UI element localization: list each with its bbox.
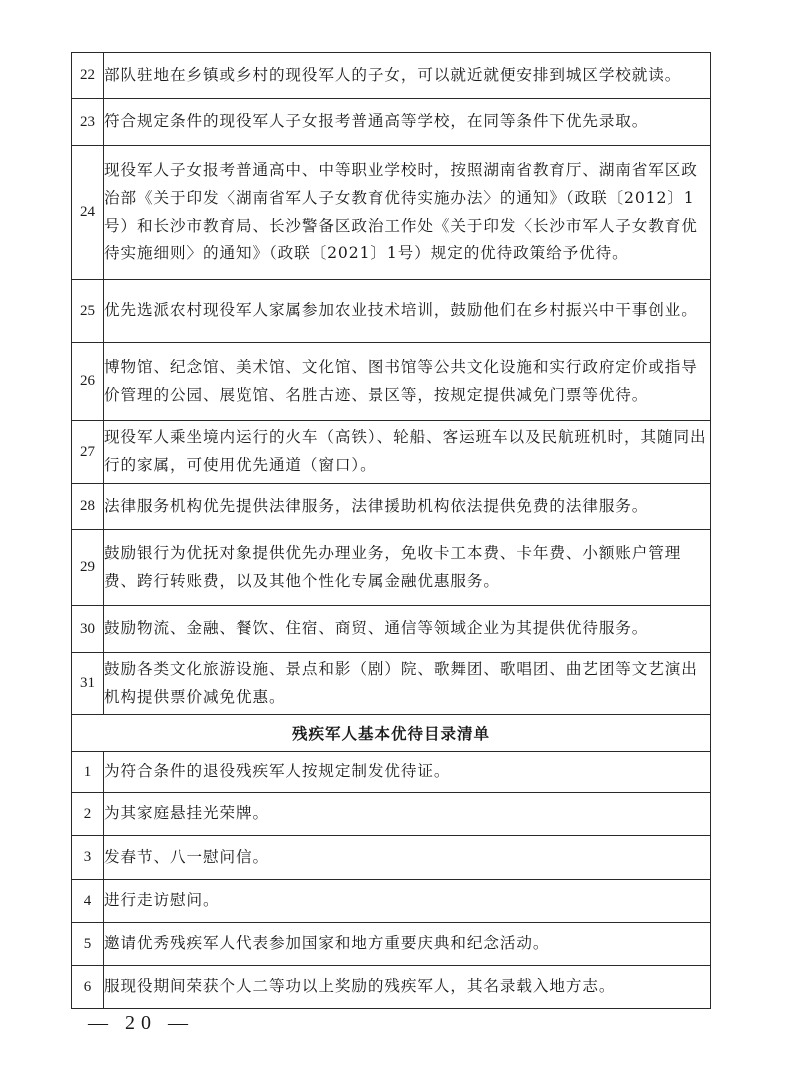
row-text: 服现役期间荣获个人二等功以上奖励的残疾军人，其名录载入地方志。 [104, 966, 711, 1009]
table-row [72, 653, 711, 715]
row-text: 法律服务机构优先提供法律服务，法律援助机构依法提供免费的法律服务。 [104, 484, 711, 530]
row-text: 现役军人乘坐境内运行的火车（高铁）、轮船、客运班车以及民航班机时，其随同出行的家属，可使用优先通道（窗口）。 [104, 421, 711, 484]
section-title: 残疾军人基本优待目录清单 [72, 715, 711, 752]
row-number: 22 [72, 53, 104, 99]
benefits-table [71, 52, 711, 1009]
row-number: 31 [72, 653, 104, 715]
row-text: 博物馆、纪念馆、美术馆、文化馆、图书馆等公共文化设施和实行政府定价或指导价管理的公园、展览馆、名胜古迹、景区等，按规定提供减免门票等优待。 [104, 343, 711, 421]
row-text: 优先选派农村现役军人家属参加农业技术培训，鼓励他们在乡村振兴中干事创业。 [104, 280, 711, 343]
row-number: 30 [72, 606, 104, 653]
row-text: 进行走访慰问。 [104, 880, 711, 923]
row-text: 鼓励银行为优抚对象提供优先办理业务，免收卡工本费、卡年费、小额账户管理费、跨行转账费，以及其他个性化专属金融优惠服务。 [104, 530, 711, 606]
table-row [72, 966, 711, 1009]
row-text: 发春节、八一慰问信。 [104, 836, 711, 880]
row-number: 5 [72, 923, 104, 966]
row-text: 符合规定条件的现役军人子女报考普通高等学校，在同等条件下优先录取。 [104, 99, 711, 146]
table-row [72, 484, 711, 530]
row-number: 2 [72, 793, 104, 836]
row-number: 25 [72, 280, 104, 343]
row-number: 27 [72, 421, 104, 484]
row-number: 24 [72, 146, 104, 280]
row-number: 1 [72, 752, 104, 793]
table-row [72, 421, 711, 484]
table-row [72, 146, 711, 280]
table-row [72, 923, 711, 966]
row-number: 26 [72, 343, 104, 421]
row-number: 29 [72, 530, 104, 606]
table-row [72, 793, 711, 836]
row-text: 鼓励各类文化旅游设施、景点和影（剧）院、歌舞团、歌唱团、曲艺团等文艺演出机构提供票价减免优惠。 [104, 653, 711, 715]
section-header-row [72, 715, 711, 752]
table-row [72, 53, 711, 99]
row-text: 邀请优秀残疾军人代表参加国家和地方重要庆典和纪念活动。 [104, 923, 711, 966]
row-text: 鼓励物流、金融、餐饮、住宿、商贸、通信等领域企业为其提供优待服务。 [104, 606, 711, 653]
table-row [72, 606, 711, 653]
row-number: 4 [72, 880, 104, 923]
table-row [72, 280, 711, 343]
page-number: — 20 — [88, 1012, 194, 1034]
row-number: 6 [72, 966, 104, 1009]
row-number: 28 [72, 484, 104, 530]
row-text: 部队驻地在乡镇或乡村的现役军人的子女，可以就近就便安排到城区学校就读。 [104, 53, 711, 99]
row-text: 为其家庭悬挂光荣牌。 [104, 793, 711, 836]
table-row [72, 880, 711, 923]
row-number: 23 [72, 99, 104, 146]
row-text: 现役军人子女报考普通高中、中等职业学校时，按照湖南省教育厅、湖南省军区政治部《关于印发〈湖南省军人子女教育优待实施办法〉的通知》（政联〔2012〕1号）和长沙市教育局、长沙警备区政治工作处《关于印发〈长沙市军人子女教育优待实施细则〉的通知》（政联〔2021〕1号）规定的优待政策给予优待。 [104, 146, 711, 280]
table-row [72, 99, 711, 146]
row-text: 为符合条件的退役残疾军人按规定制发优待证。 [104, 752, 711, 793]
table-row [72, 530, 711, 606]
table-row [72, 752, 711, 793]
table-row [72, 343, 711, 421]
table-row [72, 836, 711, 880]
row-number: 3 [72, 836, 104, 880]
